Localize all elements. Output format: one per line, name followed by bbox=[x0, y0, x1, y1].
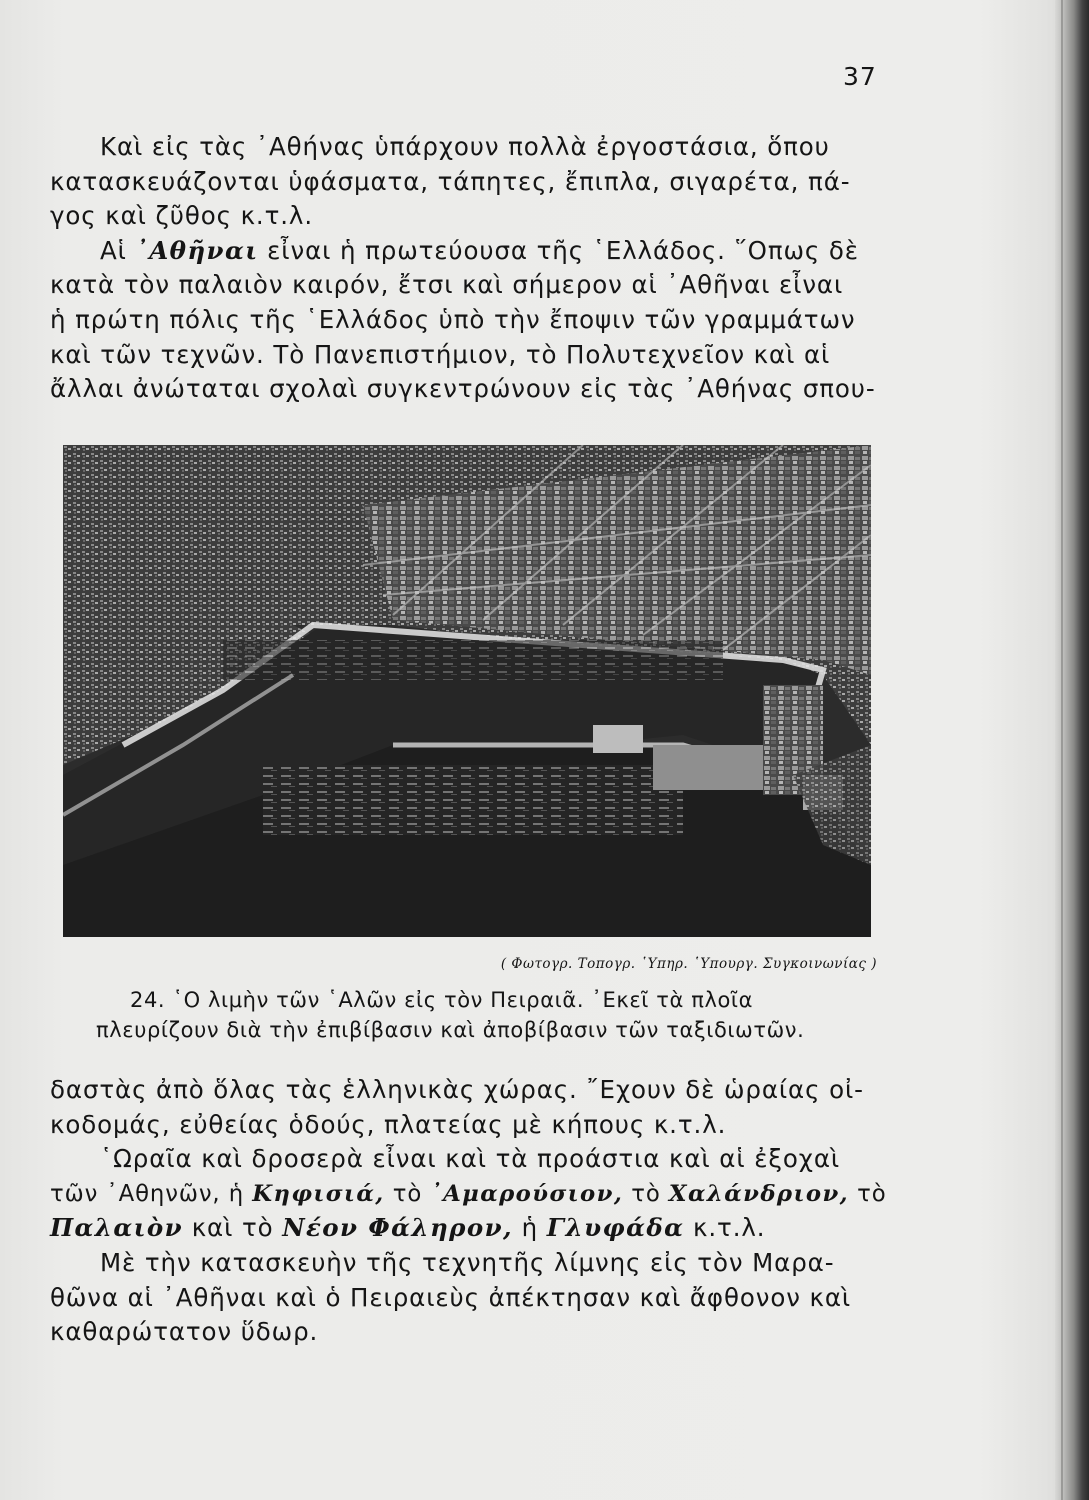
paragraph-suburbs bbox=[50, 1142, 886, 1246]
bold-term-chalandrion: Χαλάνδριον, bbox=[668, 1180, 849, 1207]
text-line: ἄλλαι ἀνώταται σχολαὶ συγκεντρώνουν εἰς τὰς ᾿Αθήνας σπου- bbox=[50, 374, 876, 404]
page-edge-line bbox=[1061, 0, 1063, 1500]
photo-credit: ( Φωτογρ. Τοπογρ. ῾Υπηρ. ῾Υπουργ. Συγκοινωνίας ) bbox=[500, 956, 877, 972]
bold-term-amarousion: ᾿Αμαρούσιον, bbox=[430, 1180, 624, 1207]
text-line: Μὲ τὴν κατασκευὴν τῆς τεχνητῆς λίμνης εἰς τὸν Μαρα- bbox=[100, 1248, 835, 1277]
caption-line: πλευρίζουν διὰ τὴν ἐπιβίβασιν καὶ ἀποβίβασιν τῶν ταξιδιωτῶν. bbox=[96, 1018, 805, 1042]
text-line: καθαρώτατον ὕδωρ. bbox=[50, 1317, 319, 1347]
text-line: δαστὰς ἀπὸ ὅλας τὰς ἑλληνικὰς χώρας. ῎Εχουν δὲ ὡραίας οἰ- bbox=[50, 1075, 864, 1104]
text-span: εἶναι ἡ πρωτεύουσα τῆς ῾Ελλάδος. ῞Οπως δὲ bbox=[258, 235, 859, 265]
text-line: ῾Ωραῖα καὶ δροσερὰ εἶναι καὶ τὰ προάστια καὶ αἱ ἐξοχαὶ bbox=[100, 1144, 841, 1174]
paragraph-marathon bbox=[50, 1246, 886, 1350]
bold-term-athens: ᾿Αθῆναι bbox=[135, 235, 259, 265]
text-line: θῶνα αἱ ᾿Αθῆναι καὶ ὁ Πειραιεὺς ἀπέκτησαν καὶ ἄφθονον καὶ bbox=[50, 1282, 852, 1312]
figure-caption bbox=[96, 985, 856, 1045]
text-line: κατὰ τὸν παλαιὸν καιρόν, ἔτσι καὶ σήμερον αἱ ᾿Αθῆναι εἶναι bbox=[50, 270, 844, 300]
text-span: τὸ bbox=[623, 1180, 669, 1207]
text-line bbox=[50, 1177, 886, 1212]
page-number: 37 bbox=[843, 62, 877, 91]
text-span: τῶν ᾿Αθηνῶν, ἡ bbox=[50, 1180, 253, 1207]
text-span: ἡ bbox=[512, 1213, 547, 1243]
text-line: Καὶ εἰς τὰς ᾿Αθήνας ὑπάρχουν πολλὰ ἐργοστάσια, ὅπου bbox=[100, 132, 830, 161]
bold-term-glyfada: Γλυφάδα bbox=[546, 1213, 685, 1243]
paragraph-students bbox=[50, 1073, 886, 1142]
text-span: τὸ bbox=[384, 1180, 431, 1207]
bold-term-kifisia: Κηφισιά, bbox=[252, 1180, 385, 1207]
text-span: κ.τ.λ. bbox=[684, 1213, 766, 1243]
text-line: ἡ πρώτη πόλις τῆς ῾Ελλάδος ὑπὸ τὴν ἔποψιν τῶν γραμμάτων bbox=[50, 304, 856, 334]
harbour-aerial-photo bbox=[63, 445, 871, 937]
text-line bbox=[50, 1211, 886, 1246]
text-line bbox=[50, 234, 886, 269]
caption-line: 24. ῾Ο λιμὴν τῶν ῾Αλῶν εἰς τὸν Πειραιᾶ. ᾿Εκεῖ τὰ πλοῖα bbox=[130, 988, 754, 1012]
text-span: καὶ τὸ bbox=[183, 1213, 283, 1243]
text-line: καὶ τῶν τεχνῶν. Τὸ Πανεπιστήμιον, τὸ Πολυτεχνεῖον καὶ αἱ bbox=[50, 339, 831, 369]
text-line: γος καὶ ζῦθος κ.τ.λ. bbox=[50, 201, 314, 231]
paragraph-factories bbox=[50, 130, 886, 234]
text-line: κατασκευάζονται ὑφάσματα, τάπητες, ἔπιπλα, σιγαρέτα, πά- bbox=[50, 166, 851, 196]
bold-term-neon-faliron: Νέον Φάληρον, bbox=[282, 1213, 513, 1243]
text-line: κοδομάς, εὐθείας ὁδούς, πλατείας μὲ κήπους κ.τ.λ. bbox=[50, 1109, 727, 1139]
paragraph-athens bbox=[50, 234, 886, 407]
harbour-photo-illustration bbox=[63, 445, 871, 937]
text-span: τὸ bbox=[849, 1180, 887, 1207]
bold-term-palaion: Παλαιὸν bbox=[50, 1213, 184, 1243]
text-span: Αἱ bbox=[100, 235, 136, 265]
